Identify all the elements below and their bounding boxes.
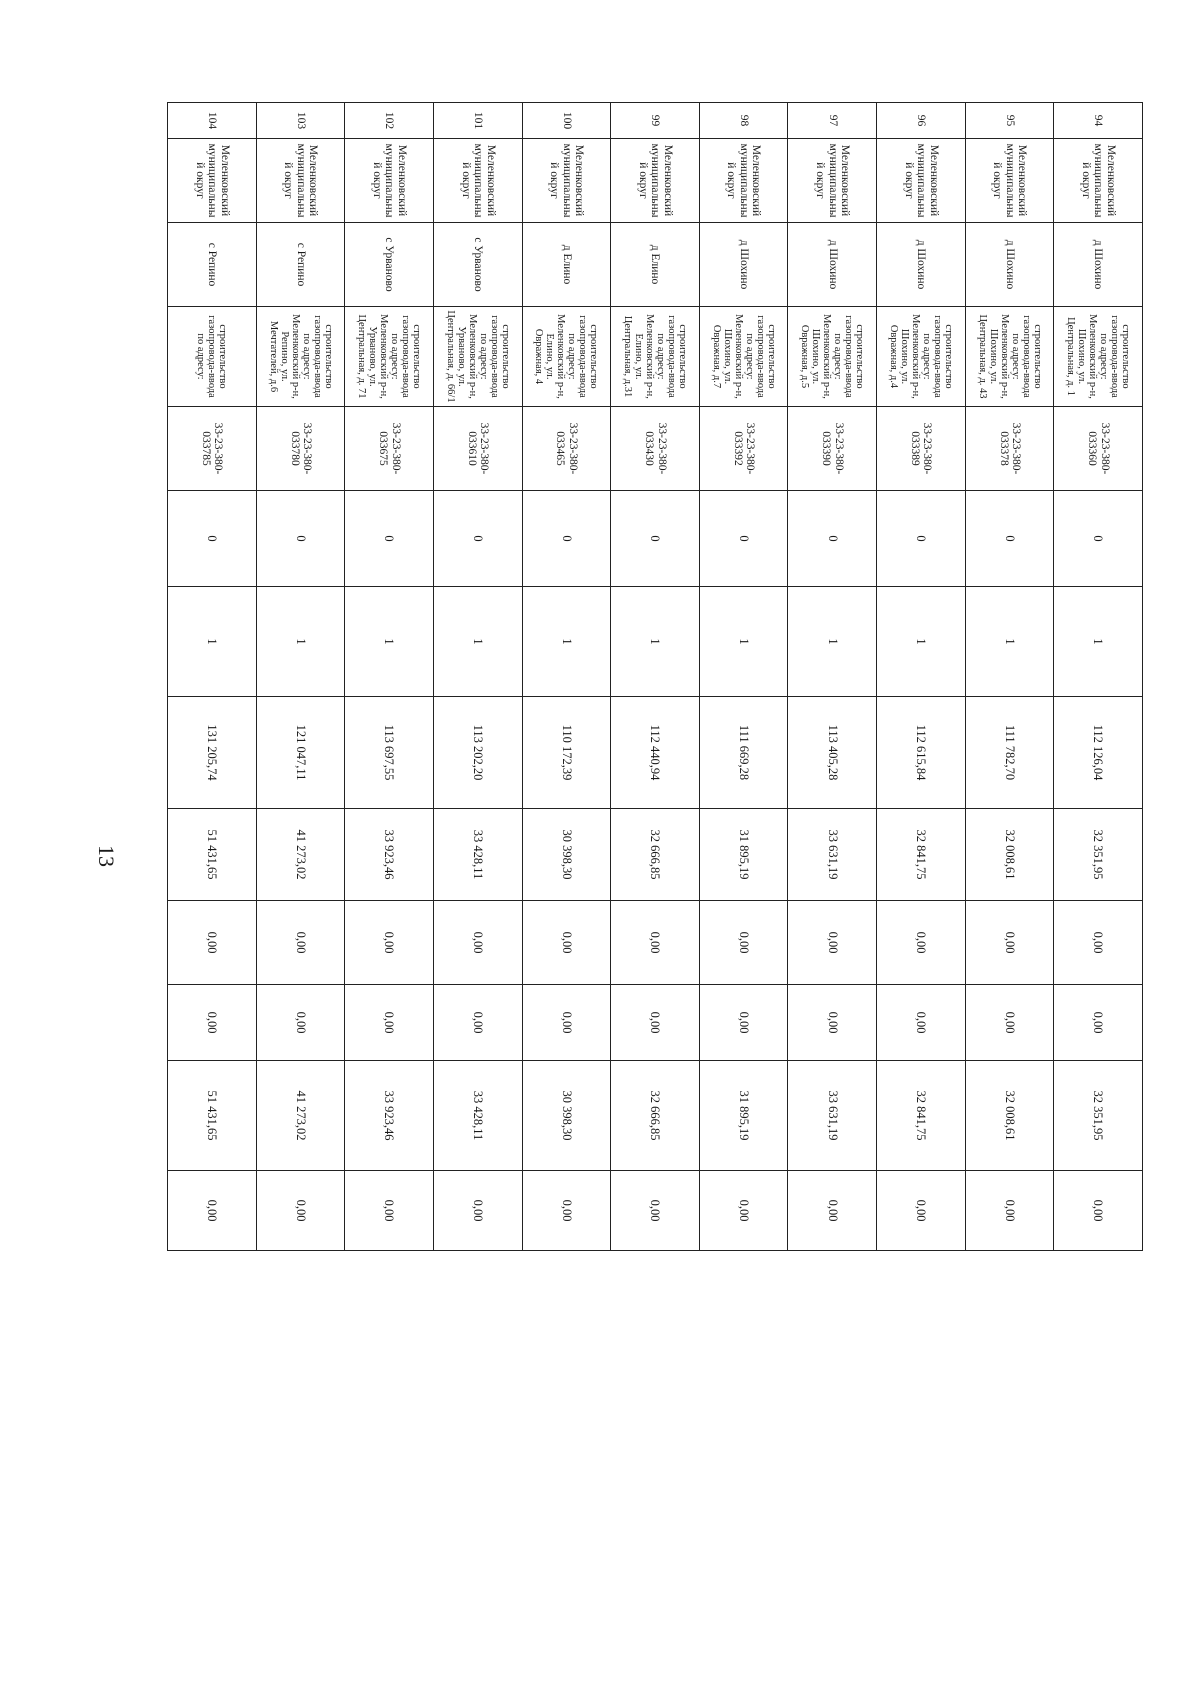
cost-cell: 32 008,61 — [965, 809, 1054, 901]
district-cell: Меленковский муниципальный округ — [256, 139, 345, 223]
code-cell: 33-23-380-033780 — [256, 407, 345, 491]
count-cell-a: 0 — [965, 491, 1054, 587]
total-cost-cell: 112 615,84 — [877, 697, 966, 809]
settlement-cell: д Шохино — [877, 223, 966, 307]
object-cell: строительство газопровода-ввода по адресу: Меленковский р-н, Шохино, ул. Центральная, д. 1 — [1054, 307, 1143, 407]
table-row — [168, 103, 257, 1251]
total-cost-cell: 113 202,20 — [434, 697, 523, 809]
cost-cell-zero-a: 0,00 — [1054, 901, 1143, 985]
count-cell-b: 1 — [1054, 587, 1143, 697]
district-cell: Меленковский муниципальный округ — [522, 139, 611, 223]
settlement-cell: с Урваново — [434, 223, 523, 307]
cost-cell-zero-a: 0,00 — [611, 901, 700, 985]
total-cost-cell: 110 172,39 — [522, 697, 611, 809]
settlement-cell: с Репино — [168, 223, 257, 307]
cost-cell-zero-c: 0,00 — [699, 1171, 788, 1251]
object-cell: строительство газопровода-ввода по адресу: Меленковский р-н, Урваново, ул. Центральная, д. 66/1 — [434, 307, 523, 407]
cost-cell-zero-b: 0,00 — [699, 985, 788, 1061]
cost-cell: 51 431,65 — [168, 809, 257, 901]
count-cell-b: 1 — [168, 587, 257, 697]
rotated-table — [168, 102, 1143, 1250]
table-row — [345, 103, 434, 1251]
cost-cell-repeat: 33 631,19 — [788, 1061, 877, 1171]
cost-cell-zero-b: 0,00 — [1054, 985, 1143, 1061]
count-cell-b: 1 — [256, 587, 345, 697]
code-cell: 33-23-380-033390 — [788, 407, 877, 491]
count-cell-a: 0 — [522, 491, 611, 587]
count-cell-a: 0 — [877, 491, 966, 587]
table-row — [877, 103, 966, 1251]
count-cell-a: 0 — [434, 491, 523, 587]
count-cell-a: 0 — [611, 491, 700, 587]
cost-cell: 41 273,02 — [256, 809, 345, 901]
total-cost-cell: 112 440,94 — [611, 697, 700, 809]
cost-cell-zero-b: 0,00 — [256, 985, 345, 1061]
count-cell-b: 1 — [788, 587, 877, 697]
count-cell-a: 0 — [788, 491, 877, 587]
cost-cell-zero-c: 0,00 — [168, 1171, 257, 1251]
cost-cell: 32 666,85 — [611, 809, 700, 901]
code-cell: 33-23-380-033785 — [168, 407, 257, 491]
cost-cell-repeat: 32 351,95 — [1054, 1061, 1143, 1171]
object-cell: строительство газопровода-ввода по адресу: — [168, 307, 257, 407]
cost-cell: 30 398,30 — [522, 809, 611, 901]
cost-cell: 33 923,46 — [345, 809, 434, 901]
cost-cell-zero-b: 0,00 — [434, 985, 523, 1061]
count-cell-b: 1 — [699, 587, 788, 697]
table-container — [168, 102, 1143, 1250]
cost-cell-repeat: 32 841,75 — [877, 1061, 966, 1171]
cost-cell-repeat: 41 273,02 — [256, 1061, 345, 1171]
table-row — [522, 103, 611, 1251]
object-cell: строительство газопровода-ввода по адресу: Меленковский р-н, Шохино, ул. Овражная, д.5 — [788, 307, 877, 407]
district-cell: Меленковский муниципальный округ — [788, 139, 877, 223]
total-cost-cell: 111 782,70 — [965, 697, 1054, 809]
cost-cell: 33 631,19 — [788, 809, 877, 901]
count-cell-b: 1 — [965, 587, 1054, 697]
cost-cell-zero-b: 0,00 — [168, 985, 257, 1061]
cost-cell-zero-c: 0,00 — [522, 1171, 611, 1251]
object-cell: строительство газопровода-ввода по адресу: Меленковский р-н, Елино, ул. Центральная, д.31 — [611, 307, 700, 407]
district-cell: Меленковский муниципальный округ — [611, 139, 700, 223]
cost-cell-zero-a: 0,00 — [522, 901, 611, 985]
cost-cell-zero-a: 0,00 — [877, 901, 966, 985]
cost-cell-zero-c: 0,00 — [1054, 1171, 1143, 1251]
cost-cell-zero-c: 0,00 — [611, 1171, 700, 1251]
cost-cell-zero-b: 0,00 — [522, 985, 611, 1061]
settlement-cell: д Шохино — [699, 223, 788, 307]
cost-cell-zero-c: 0,00 — [256, 1171, 345, 1251]
cost-cell-zero-a: 0,00 — [256, 901, 345, 985]
code-cell: 33-23-380-033430 — [611, 407, 700, 491]
cost-cell-zero-b: 0,00 — [965, 985, 1054, 1061]
settlement-cell: с Репино — [256, 223, 345, 307]
settlement-cell: д Шохино — [1054, 223, 1143, 307]
cost-cell-repeat: 30 398,30 — [522, 1061, 611, 1171]
cost-cell-zero-c: 0,00 — [965, 1171, 1054, 1251]
district-cell: Меленковский муниципальный округ — [345, 139, 434, 223]
row-number: 101 — [434, 103, 523, 139]
object-cell: строительство газопровода-ввода по адресу: Меленковский р-н, Шохино, ул. Овражная, д.4 — [877, 307, 966, 407]
code-cell: 33-23-380-033360 — [1054, 407, 1143, 491]
row-number: 95 — [965, 103, 1054, 139]
code-cell: 33-23-380-033610 — [434, 407, 523, 491]
district-cell: Меленковский муниципальный округ — [877, 139, 966, 223]
cost-cell-zero-a: 0,00 — [434, 901, 523, 985]
table-row — [788, 103, 877, 1251]
cost-cell-repeat: 33 428,11 — [434, 1061, 523, 1171]
cost-cell-zero-a: 0,00 — [345, 901, 434, 985]
settlement-cell: д Шохино — [788, 223, 877, 307]
count-cell-a: 0 — [699, 491, 788, 587]
cost-cell-zero-b: 0,00 — [345, 985, 434, 1061]
cost-cell-zero-b: 0,00 — [788, 985, 877, 1061]
cost-cell-repeat: 51 431,65 — [168, 1061, 257, 1171]
code-cell: 33-23-380-033389 — [877, 407, 966, 491]
count-cell-a: 0 — [345, 491, 434, 587]
cost-cell-zero-a: 0,00 — [965, 901, 1054, 985]
code-cell: 33-23-380-033675 — [345, 407, 434, 491]
district-cell: Меленковский муниципальный округ — [965, 139, 1054, 223]
object-cell: строительство газопровода-ввода по адресу: Меленковский р-н, Репино, ул. Мечтателей, д.6 — [256, 307, 345, 407]
count-cell-b: 1 — [345, 587, 434, 697]
settlement-cell: д Елино — [611, 223, 700, 307]
code-cell: 33-23-380-033378 — [965, 407, 1054, 491]
cost-cell-zero-b: 0,00 — [611, 985, 700, 1061]
total-cost-cell: 111 669,28 — [699, 697, 788, 809]
object-cell: строительство газопровода-ввода по адресу: Меленковский р-н, Урваново, ул. Центральная, д. 71 — [345, 307, 434, 407]
object-cell: строительство газопровода-ввода по адресу: Меленковский р-н, Шохино, ул. Центральная, д. 43 — [965, 307, 1054, 407]
count-cell-b: 1 — [434, 587, 523, 697]
count-cell-b: 1 — [522, 587, 611, 697]
cost-cell: 33 428,11 — [434, 809, 523, 901]
cost-cell-zero-a: 0,00 — [788, 901, 877, 985]
row-number: 104 — [168, 103, 257, 139]
table-row — [434, 103, 523, 1251]
total-cost-cell: 113 697,55 — [345, 697, 434, 809]
cost-cell-zero-c: 0,00 — [345, 1171, 434, 1251]
cost-cell-repeat: 32 666,85 — [611, 1061, 700, 1171]
table-row — [1054, 103, 1143, 1251]
cost-cell: 32 351,95 — [1054, 809, 1143, 901]
cost-cell: 31 895,19 — [699, 809, 788, 901]
row-number: 103 — [256, 103, 345, 139]
total-cost-cell: 113 405,28 — [788, 697, 877, 809]
row-number: 100 — [522, 103, 611, 139]
cost-cell-zero-c: 0,00 — [877, 1171, 966, 1251]
row-number: 98 — [699, 103, 788, 139]
gas-pipeline-table — [167, 102, 1143, 1251]
district-cell: Меленковский муниципальный округ — [1054, 139, 1143, 223]
code-cell: 33-23-380-033392 — [699, 407, 788, 491]
district-cell: Меленковский муниципальный округ — [168, 139, 257, 223]
settlement-cell: с Урваново — [345, 223, 434, 307]
row-number: 97 — [788, 103, 877, 139]
district-cell: Меленковский муниципальный округ — [699, 139, 788, 223]
cost-cell: 32 841,75 — [877, 809, 966, 901]
object-cell: строительство газопровода-ввода по адресу: Меленковский р-н, Шохино, ул. Овражная, д.7 — [699, 307, 788, 407]
count-cell-a: 0 — [1054, 491, 1143, 587]
total-cost-cell: 121 047,11 — [256, 697, 345, 809]
table-row — [965, 103, 1054, 1251]
row-number: 102 — [345, 103, 434, 139]
row-number: 99 — [611, 103, 700, 139]
cost-cell-zero-c: 0,00 — [434, 1171, 523, 1251]
page-number: 13 — [94, 845, 119, 867]
settlement-cell: д Елино — [522, 223, 611, 307]
total-cost-cell: 112 126,04 — [1054, 697, 1143, 809]
table-row — [256, 103, 345, 1251]
cost-cell-zero-c: 0,00 — [788, 1171, 877, 1251]
count-cell-b: 1 — [611, 587, 700, 697]
count-cell-a: 0 — [168, 491, 257, 587]
cost-cell-repeat: 32 008,61 — [965, 1061, 1054, 1171]
row-number: 94 — [1054, 103, 1143, 139]
cost-cell-repeat: 33 923,46 — [345, 1061, 434, 1171]
district-cell: Меленковский муниципальный округ — [434, 139, 523, 223]
cost-cell-zero-a: 0,00 — [699, 901, 788, 985]
table-row — [699, 103, 788, 1251]
count-cell-b: 1 — [877, 587, 966, 697]
row-number: 96 — [877, 103, 966, 139]
total-cost-cell: 131 205,74 — [168, 697, 257, 809]
settlement-cell: д Шохино — [965, 223, 1054, 307]
object-cell: строительство газопровода-ввода по адресу: Меленковский р-н, Елино, ул. Овражная, 4 — [522, 307, 611, 407]
code-cell: 33-23-380-033465 — [522, 407, 611, 491]
table-row — [611, 103, 700, 1251]
cost-cell-zero-b: 0,00 — [877, 985, 966, 1061]
cost-cell-repeat: 31 895,19 — [699, 1061, 788, 1171]
count-cell-a: 0 — [256, 491, 345, 587]
cost-cell-zero-a: 0,00 — [168, 901, 257, 985]
